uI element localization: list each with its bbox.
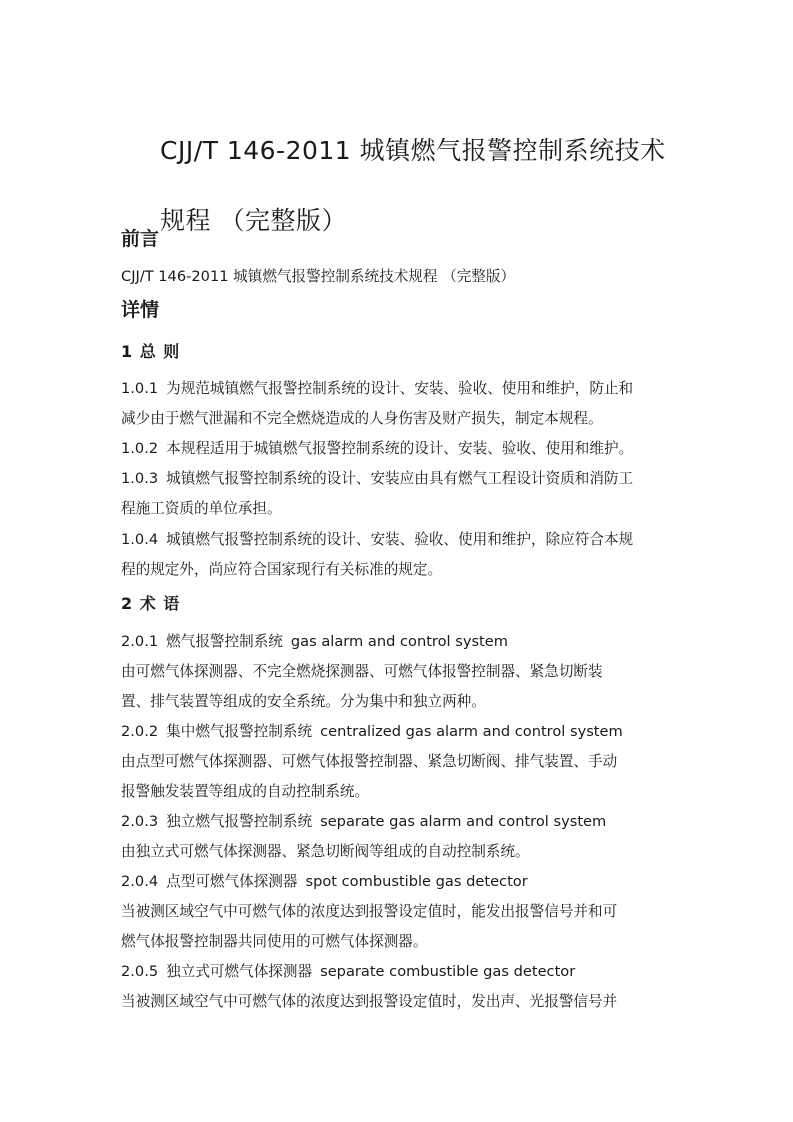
clause-text: 本规程适用于城镇燃气报警控制系统的设计、安装、验收、使用和维护。	[166, 440, 634, 457]
term-english: spot combustible gas detector	[305, 873, 528, 890]
term-line	[121, 807, 676, 837]
preface-text	[121, 262, 676, 292]
clause-number: 1.0.1	[121, 380, 159, 397]
clause-1-0-4	[121, 525, 676, 585]
clause-number: 1.0.2	[121, 440, 159, 457]
clause-1-0-2	[121, 434, 676, 464]
term-chinese: 点型可燃气体探测器	[166, 873, 298, 890]
term-chinese: 独立式可燃气体探测器	[166, 963, 313, 980]
clause-line: 程施工资质的单位承担。	[121, 500, 282, 517]
clause-line	[121, 525, 676, 555]
term-number: 2.0.3	[121, 813, 159, 830]
term-number: 2.0.1	[121, 633, 159, 650]
term-definition-line: 由点型可燃气体探测器、可燃气体报警控制器、紧急切断阀、排气装置、手动	[121, 753, 618, 770]
term-definition-line: 置、排气装置等组成的安全系统。分为集中和独立两种。	[121, 693, 486, 710]
term-number: 2.0.5	[121, 963, 159, 980]
term-chinese: 独立燃气报警控制系统	[166, 813, 313, 830]
term-definition-line: 由可燃气体探测器、不完全燃烧探测器、可燃气体报警控制器、紧急切断装	[121, 663, 603, 680]
clause-number: 1.0.4	[121, 531, 159, 548]
term-definition-line: 由独立式可燃气体探测器、紧急切断阀等组成的自动控制系统。	[121, 843, 530, 860]
term-english: gas alarm and control system	[290, 633, 508, 650]
clause-1-0-3	[121, 464, 676, 524]
details-heading: 详情	[121, 299, 160, 321]
term-line	[121, 957, 676, 987]
clause-line	[121, 464, 676, 494]
term-english: separate gas alarm and control system	[320, 813, 607, 830]
document-title	[160, 116, 720, 256]
term-definition-line: 报警触发装置等组成的自动控制系统。	[121, 783, 370, 800]
term-chinese: 燃气报警控制系统	[166, 633, 283, 650]
clause-1-0-1	[121, 374, 676, 434]
term-number: 2.0.4	[121, 873, 159, 890]
term-definition-line: 当被测区域空气中可燃气体的浓度达到报警设定值时，发出声、光报警信号并	[121, 993, 618, 1010]
chapter-2-heading: 2 术 语	[121, 594, 181, 613]
title-line-2: 规程 （完整版）	[160, 206, 347, 235]
preface-text-line: CJJ/T 146-2011 城镇燃气报警控制系统技术规程 （完整版）	[121, 268, 516, 285]
term-line	[121, 627, 676, 657]
clause-line	[121, 374, 676, 404]
term-line	[121, 867, 676, 897]
clause-text: 城镇燃气报警控制系统的设计、安装、验收、使用和维护，除应符合本规	[166, 531, 634, 548]
term-2-0-2	[121, 717, 676, 807]
term-definition-line: 当被测区域空气中可燃气体的浓度达到报警设定值时，能发出报警信号并和可	[121, 903, 618, 920]
chapter-1-heading: 1 总 则	[121, 342, 181, 361]
clause-line	[121, 434, 676, 464]
term-2-0-1	[121, 627, 676, 717]
term-2-0-4	[121, 867, 676, 957]
clause-text: 城镇燃气报警控制系统的设计、安装应由具有燃气工程设计资质和消防工	[166, 470, 634, 487]
term-line	[121, 717, 676, 747]
term-number: 2.0.2	[121, 723, 159, 740]
term-english: separate combustible gas detector	[320, 963, 576, 980]
title-line-1: CJJ/T 146-2011 城镇燃气报警控制系统技术	[160, 136, 666, 165]
term-definition-line: 燃气体报警控制器共同使用的可燃气体探测器。	[121, 933, 428, 950]
preface-heading: 前言	[121, 228, 160, 250]
term-english: centralized gas alarm and control system	[320, 723, 623, 740]
term-2-0-5	[121, 957, 676, 1017]
clause-text: 为规范城镇燃气报警控制系统的设计、安装、验收、使用和维护，防止和	[166, 380, 634, 397]
clause-line: 程的规定外，尚应符合国家现行有关标准的规定。	[121, 561, 443, 578]
term-chinese: 集中燃气报警控制系统	[166, 723, 313, 740]
term-2-0-3	[121, 807, 676, 867]
clause-number: 1.0.3	[121, 470, 159, 487]
clause-line: 减少由于燃气泄漏和不完全燃烧造成的人身伤害及财产损失，制定本规程。	[121, 410, 603, 427]
